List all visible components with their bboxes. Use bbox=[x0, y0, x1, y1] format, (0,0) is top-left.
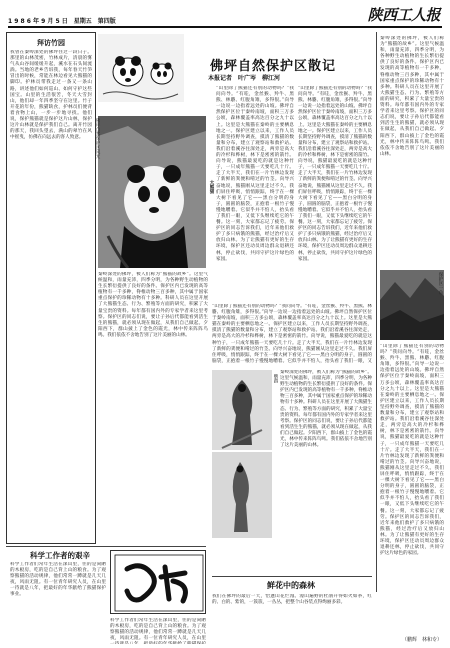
center-left-text: 秦岭深处的佛坪，被人们称为“熊猫的故乡”。这里气候温和，雨量充沛，四季分明，为各种野生动植物的生长繁衍提供了良好的条件。保护区内已发现的高等植物有一千多种，脊椎动物三百多种，其中属于国家重点保护的珍稀动物有十多种。科研人员在这里开展了大熊猫生态、行为、繁殖等方面的研究，积累了大量宝贵的资料。每年都有国内外的专家学者来这里考察。保护区的同志们说，要让子孙后代都能看到活生生的熊猫，就必须从现在做起，从我们自己做起。夕阳西下，群山披上了金色的霞光，林中传来阵阵鸟鸣。我们依依不舍地告别了这片美丽的山林。 bbox=[98, 272, 208, 338]
panda-photo-main bbox=[98, 116, 206, 268]
footer-credit: （鹏辉 林和专） bbox=[401, 637, 442, 643]
main-article-col-a: “山里除了熊猫还有别的动物吗？”我问向导。“有哇，金丝猴、羚牛、黑熊、林麝、红腹角雉，多得很。”向导一边说一边指着远处的山坡。佛坪自然保护区位于秦岭南坡，面积三万多公顷，森林覆盖率高达百分之九十以上。这里是大熊猫在秦岭的主要栖息地之一。保护区建立以来，工作人员长期坚持野外调查，摸清了熊猫的数量和分布，建立了观察站和救护站。我们沿着溪谷往深处走，两旁是高大的冷杉和桦树，林下是密密的箭竹。向导说，熊猫最爱吃的就是这种竹子，一只成年熊猫一天要吃几十斤。走了大半天，我们在一片竹林边发现了新鲜的粪便和啃过的竹茎。向导兴奋地说，熊猫刚从这里走过不久。我们屏住呼吸，悄悄跟踪，终于在一棵大树下看见了它——黑白分明的身子，圆圆的脑袋，正抱着一根竹子慢慢地嚼着。它似乎并不怕人，抬头看了我们一眼，又低下头继续吃它的午餐。这一刻，大家都忘记了疲劳。保护区的同志告诉我们，近年来他们救护了多只病饿的熊猫，经过治疗后又放归山林。为了让熊猫有更好的生存环境，保护区还动员周边群众退耕还林，停止砍伐，共同守护这片绿色的家园。 bbox=[216, 86, 294, 262]
center-text-upper: “山里除了熊猫还有别的动物吗？”我问向导。“有哇，金丝猴、羚牛、黑熊、林麝、红腹角雉，多得很。”向导一边说一边指着远处的山坡。佛坪自然保护区位于秦岭南坡，面积三万多公顷，森林覆盖率高达百分之九十以上。这里是大熊猫在秦岭的主要栖息地之一。保护区建立以来，工作人员长期坚持野外调查，摸清了熊猫的数量和分布，建立了观察站和救护站。我们沿着溪谷往深处走，两旁是高大的冷杉和桦树，林下是密密的箭竹。向导说，熊猫最爱吃的就是这种竹子，一只成年熊猫一天要吃几十斤。走了大半天，我们在一片竹林边发现了新鲜的粪便和啃过的竹茎。向导兴奋地说，熊猫刚从这里走过不久。我们屏住呼吸，悄悄跟踪，终于在一棵大树下看见了它——黑白分明的身子，圆圆的脑袋，正抱着一根竹子慢慢地嚼着。它似乎并不怕人，抬头看了我们一眼，又 bbox=[212, 304, 372, 364]
calligraphy-box bbox=[110, 550, 206, 614]
photo-caption-2: 大熊猫 bbox=[209, 180, 214, 194]
panda-photo-top bbox=[98, 34, 184, 102]
main-article-col-b: “山里除了熊猫还有别的动物吗？”我问向导。“有哇，金丝猴、羚牛、黑熊、林麝、红腹角雉，多得很。”向导一边说一边指着远处的山坡。佛坪自然保护区位于秦岭南坡，面积三万多公顷，森林覆盖率高达百分之九十以上。这里是大熊猫在秦岭的主要栖息地之一。保护区建立以来，工作人员长期坚持野外调查，摸清了熊猫的数量和分布，建立了观察站和救护站。我们沿着溪谷往深处走，两旁是高大的冷杉和桦树，林下是密密的箭竹。向导说，熊猫最爱吃的就是这种竹子，一只成年熊猫一天要吃几十斤。走了大半天，我们在一片竹林边发现了新鲜的粪便和啃过的竹茎。向导兴奋地说，熊猫刚从这里走过不久。我们屏住呼吸，悄悄跟踪，终于在一棵大树下看见了它——黑白分明的身子，圆圆的脑袋，正抱着一根竹子慢慢地嚼着。它似乎并不怕人，抬头看了我们一眼，又低下头继续吃它的午餐。这一刻，大家都忘记了疲劳。保护区的同志告诉我们，近年来他们救护了多只病饿的熊猫，经过治疗后又放归山林。为了让熊猫有更好的生存环境，保护区还动员周边群众退耕还林，停止砍伐，共同守护这片绿色的家园。 bbox=[298, 86, 372, 262]
newspaper-masthead: 陕西工人报 bbox=[367, 6, 440, 24]
header-rule bbox=[8, 26, 442, 28]
page-header bbox=[8, 4, 442, 32]
calligraphy-note: 科学工作者们常年生活在深山里，住的是简陋的木板房，吃的是自己背上山的粮食。为了观察熊猫的活动规律，他们常常一蹲就是几天几夜，风雨无阻。有一位青年研究人员，在山里 bbox=[110, 618, 206, 642]
left-article-title: 拜访竹园 bbox=[37, 39, 65, 47]
photo-caption-4: 保护区一角 bbox=[438, 272, 443, 295]
lower-center-rule bbox=[212, 576, 372, 577]
scientists-article-title: 科学工作者的艰辛 bbox=[30, 551, 90, 560]
byline: 本报记者 叶广岑 柳江河 bbox=[208, 75, 281, 82]
flowers-article-body: 我们在佛坪的最后一天，恰逢山花烂漫。漫山遍野的杜鹃开得如火如荼，红的、白的、紫的，一簇簇，一丛丛，把整个山谷装点得绚丽多彩。 bbox=[212, 594, 372, 606]
main-headline: 佛坪自然保护区散记 bbox=[209, 59, 336, 74]
right-article-body: 秦岭深处的佛坪，被人们称为“熊猫的故乡”。这里气候温和，雨量充沛，四季分明，为各种野生动植物的生长繁衍提供了良好的条件。保护区内已发现的高等植物有一千多种，脊椎动物三百多种，其中属于国家重点保护的珍稀动物有十多种。科研人员在这里开展了大熊猫生态、行为、繁殖等方面的研究，积累了大量宝贵的资料。每年都有国内外的专家学者来这里考察。保护区的同志们说，要让子孙后代都能看到活生生的熊猫，就必须从现在做起，从我们自己做起。夕阳西下，群山披上了金色的霞光，林中传来阵阵鸟鸣。我们依依不舍地告别了这片美丽的山林。 bbox=[380, 36, 444, 157]
right-column-divider bbox=[376, 32, 377, 592]
mountain-photo bbox=[380, 270, 444, 340]
bird-photo-1 bbox=[212, 370, 272, 450]
left-article-body: 我曾在秦岭深处的佛坪住过一段日子。那里的山林茂密，竹林成片，清晨的雾气从山谷间缓缓升起，溪水在石头间流淌。当地的老乡告诉我，每年春天竹笋冒出的时候，常能在林边看见大熊猫的脚印。护林员带我走过一条又一条山路，讲述他们如何巡山、如何守护这些国宝。山里的生活很苦，冬天大雪封山，他们却一年四季坚守在这里。竹子开花的年份，熊猫缺食，护林员们便背着食物上山，一步一步地寻找。他们说，保护熊猫就是保护这片山林，保护这片山林就是保护我们自己。离开竹园的那天，我回头望去，满山的翠竹在风中摇曳，仿佛在向远去的客人致意。 bbox=[10, 50, 92, 141]
scientists-article-body: 科学工作者们常年生活在深山里，住的是简陋的木板房，吃的是自己背上山的粮食。为了观察熊猫的活动规律，他们常常一蹲就是几天几夜，风雨无阻。有一位青年研究人员，在山里一待就是八年，把最好的年华献给了熊猫保护事业。 bbox=[10, 562, 106, 598]
right-article-body-cont: “山里除了熊猫还有别的动物吗？”我问向导。“有哇，金丝猴、羚牛、黑熊、林麝、红腹角雉，多得很。”向导一边说一边指着远处的山坡。佛坪自然保护区位于秦岭南坡，面积三万多公顷，森林覆盖率高达百分之九十以上。这里是大熊猫在秦岭的主要栖息地之一。保护区建立以来，工作人员长期坚持野外调查，摸清了熊猫的数量和分布，建立了观察站和救护站。我们沿着溪谷往深处走，两旁是高大的冷杉和桦树，林下是密密的箭竹。向导说，熊猫最爱吃的就是这种竹子，一只成年熊猫一天要吃几十斤。走了大半天，我们在一片竹林边发现了新鲜的粪便和啃过的竹茎。向导兴奋地说，熊猫刚从这里走过不久。我们屏住呼吸，悄悄跟踪，终于在一棵大树下看见了它——黑白分明的身子，圆圆的脑袋，正抱着一根竹子慢慢地嚼着。它似乎并不怕人，抬头看了我们一眼，又低下头继续吃它的午餐。这一刻，大家都忘记了疲劳。保护区的同志告诉我们，近年来他们救护了多只病饿的熊猫，经过治疗后又放归山林。为了让熊猫有更好的生存环境，保护区还动员周边群众退耕还林，停止砍伐，共同守护这片绿色的家园。 bbox=[380, 344, 444, 557]
lower-left-rule bbox=[6, 546, 206, 547]
issue-date: 1 9 8 6 年 9 月 5 日 星期五 第四版 bbox=[8, 18, 116, 25]
flowers-article-title: 鲜花中的森林 bbox=[267, 581, 315, 590]
bird-photo-2 bbox=[212, 452, 272, 538]
photo-caption-1: 佛坪自然保护区风光 bbox=[95, 118, 100, 159]
center-right-text: 秦岭深处的佛坪，被人们称为“熊猫的故乡”。这里气候温和，雨量充沛，四季分明，为各种野生动植物的生长繁衍提供了良好的条件。保护区内已发现的高等植物有一千多种，脊椎动物三百多种，其中属于国家重点保护的珍稀动物有十多种。科研人员在这里开展了大熊猫生态、行为、繁殖等方面的研究，积累了大量宝贵的资料。每年都有国内外的专家学者来这里考察。保护区的同志们说，要让子孙后代都能看到活生生的熊猫，就必须从现在做起，从我们自己做起。夕阳西下，群山披上了金色的霞光，林中传来阵阵鸟鸣。我们依依不舍地告别了这片美丽的山林。 bbox=[280, 370, 372, 449]
photo-caption-3: 鹦鹉 bbox=[273, 374, 278, 383]
